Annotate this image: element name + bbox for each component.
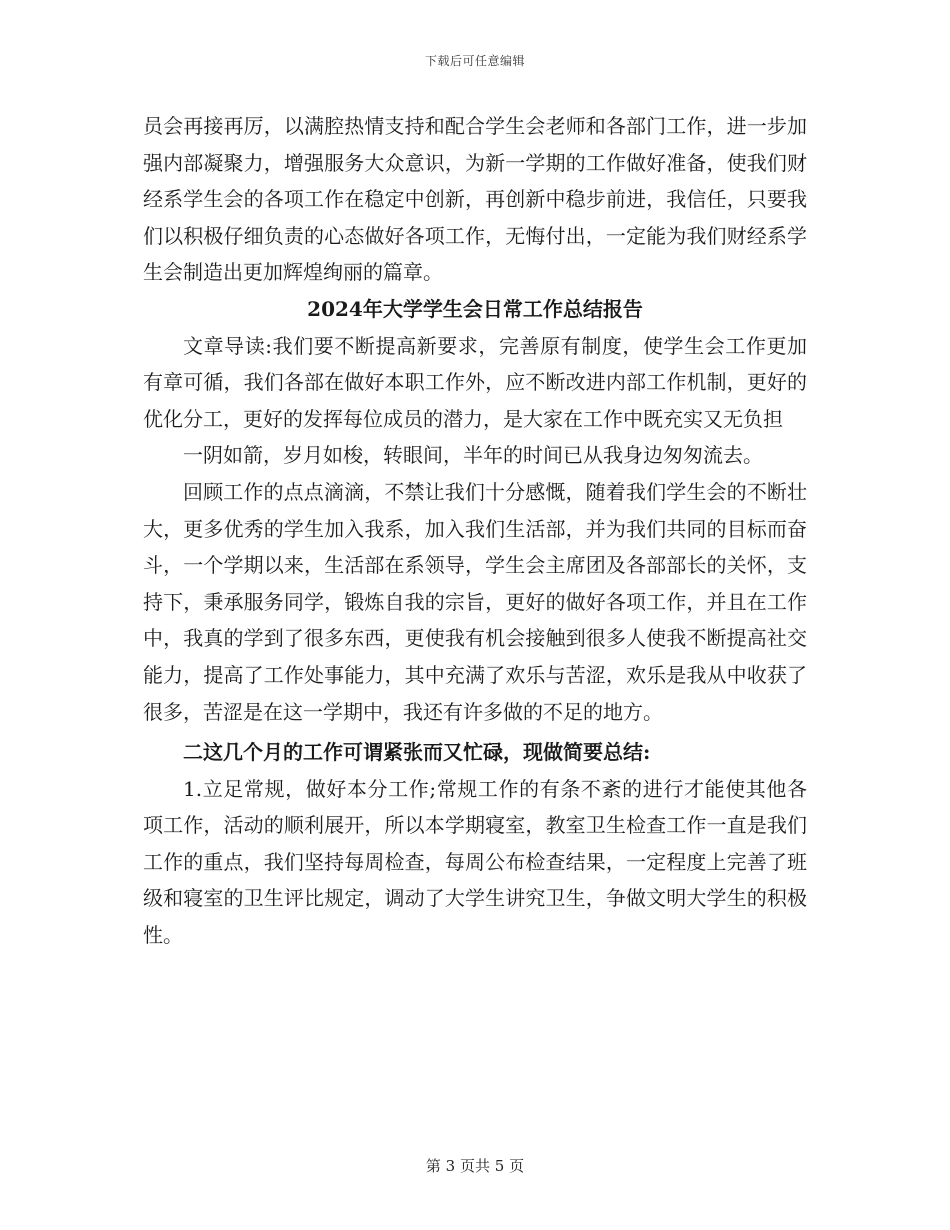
page-number: 第 3 页共 5 页 [425, 1157, 525, 1175]
section-heading: 二这几个月的工作可谓紧张而又忙碌，现做简要总结: [183, 740, 651, 765]
document-body [143, 108, 807, 954]
paragraph-1: 一阴如箭，岁月如梭，转眼间，半年的时间已从我身边匆匆流去。 [183, 443, 763, 468]
intro-paragraph: 文章导读:我们要不断提高新要求，完善原有制度，使学生会工作更加有章可循，我们各部在做好本职工作外，应不断改进内部工作机制，更好的优化分工，更好的发挥每位成员的潜力，是大家在工作中既充实又无负担 [143, 333, 807, 431]
continuation-paragraph: 员会再接再厉，以满腔热情支持和配合学生会老师和各部门工作，进一步加强内部凝聚力，增强服务大众意识，为新一学期的工作做好准备，使我们财经系学生会的各项工作在稳定中创新，再创新中稳步前进，我信任，只要我们以积极仔细负责的心态做好各项工作，无悔付出，一定能为我们财经系学生会制造出更加辉煌绚丽的篇章。 [143, 114, 807, 285]
page-header-note: 下载后可任意编辑 [424, 54, 525, 68]
paragraph-2: 回顾工作的点点滴滴，不禁让我们十分感慨，随着我们学生会的不断壮大，更多优秀的学生加入我系，加入我们生活部，并为我们共同的目标而奋斗，一个学期以来，生活部在系领导，学生会主席团及各部部长的关怀，支持下，秉承服务同学，锻炼自我的宗旨，更好的做好各项工作，并且在工作中，我真的学到了很多东西，更使我有机会接触到很多人使我不断提高社交能力，提高了工作处事能力，其中充满了欢乐与苦涩，欢乐是我从中收获了很多，苦涩是在这一学期中，我还有许多做的不足的地方。 [143, 479, 807, 724]
document-title: 2024年大学学生会日常工作总结报告 [307, 296, 643, 321]
list-item-1: 1.立足常规，做好本分工作;常规工作的有条不紊的进行才能使其他各项工作，活动的顺利展开，所以本学期寝室，教室卫生检查工作一直是我们工作的重点，我们坚持每周检查，每周公布检查结果，一定程度上完善了班级和寝室的卫生评比规定，调动了大学生讲究卫生，争做文明大学生的积极性。 [143, 776, 807, 948]
